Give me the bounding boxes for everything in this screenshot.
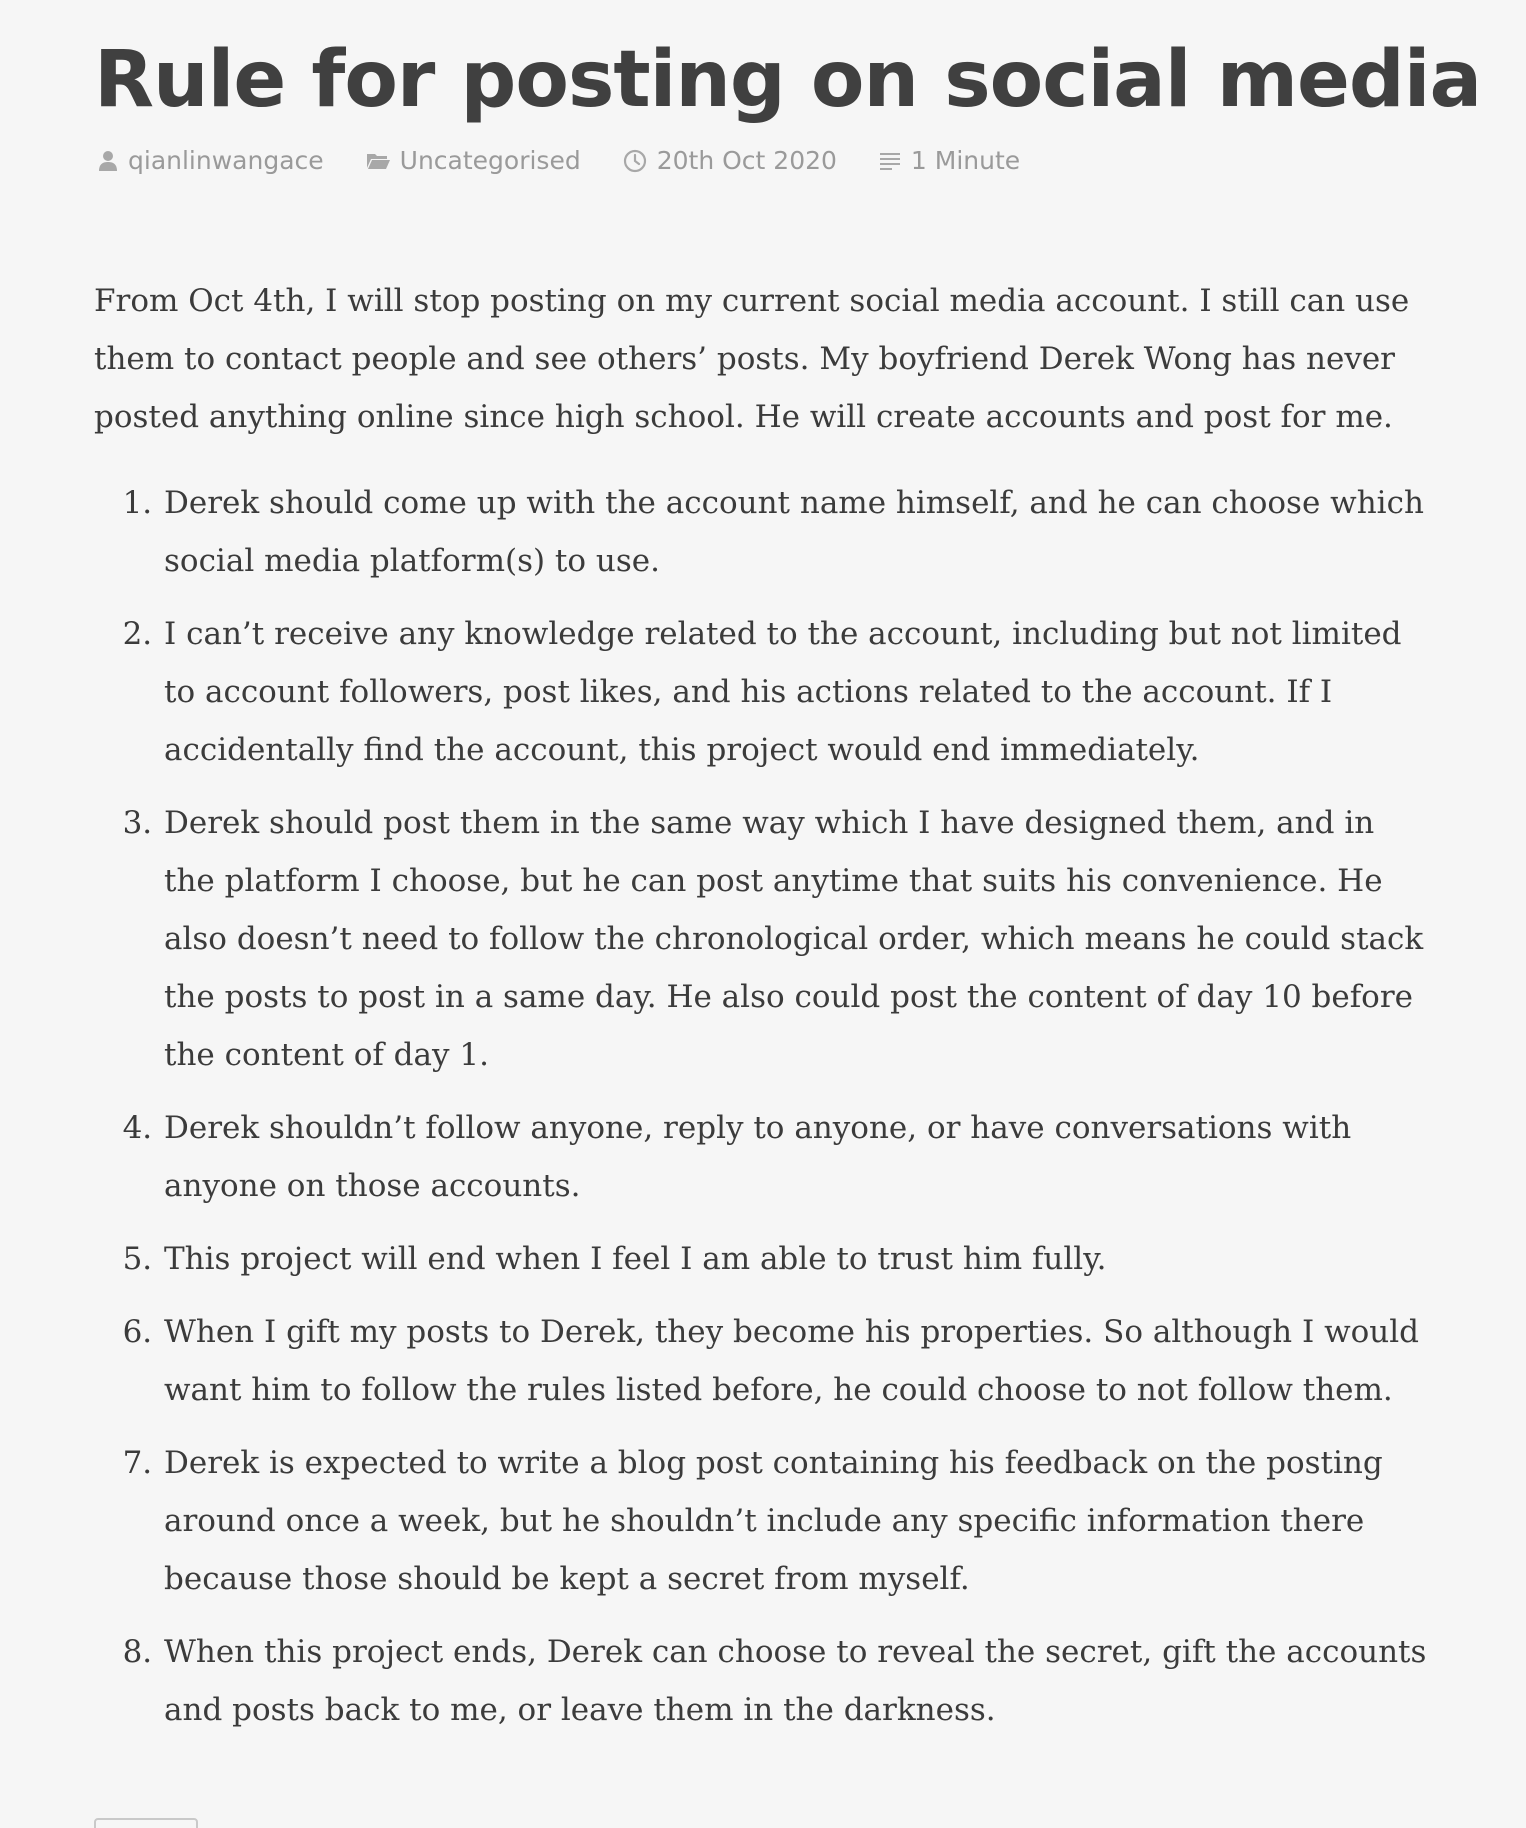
rules-list (94, 474, 1434, 1739)
post-meta (98, 146, 1062, 175)
list-item: 8. When this project ends, Derek can choose to reveal the secret, gift the accounts and posts back to me, or leave them in the darkness. (162, 1623, 1434, 1739)
post-content (94, 272, 1434, 1754)
date-link[interactable] (623, 146, 837, 175)
clock-icon (623, 149, 647, 173)
list-item: 1. Derek should come up with the account name himself, and he can choose which social media platform(s) to use. (162, 474, 1434, 590)
list-item: 2. I can’t receive any knowledge related to the account, including but not limited to account followers, post likes, and his actions related to the account. If I accidentally find the account, this project would end immediately. (162, 605, 1434, 779)
list-item: 3. Derek should post them in the same way which I have designed them, and in the platform I choose, but he can post anytime that suits his convenience. He also doesn’t need to follow the chronological order, which means he could stack the posts to post in a same day. He also could post the content of day 10 before the content of day 1. (162, 794, 1434, 1084)
footer-button-partial[interactable] (94, 1818, 198, 1828)
author-name: qianlinwangace (128, 146, 324, 175)
list-item: 4. Derek shouldn’t follow anyone, reply to anyone, or have conversations with anyone on those accounts. (162, 1099, 1434, 1215)
list-item: 5. This project will end when I feel I am able to trust him fully. (162, 1230, 1434, 1288)
lines-icon (879, 151, 901, 171)
reading-time (879, 146, 1020, 175)
category-name: Uncategorised (399, 146, 581, 175)
user-icon (98, 150, 118, 172)
list-item: 6. When I gift my posts to Derek, they become his properties. So although I would want him to follow the rules listed before, he could choose to not follow them. (162, 1303, 1434, 1419)
post-title: Rule for posting on social media (94, 35, 1482, 125)
intro-paragraph: From Oct 4th, I will stop posting on my current social media account. I still can use them to contact people and see others’ posts. My boyfriend Derek Wong has never posted anything online since high school. He will create accounts and post for me. (94, 283, 1410, 435)
folder-icon (366, 151, 390, 171)
reading-time-label: 1 Minute (910, 146, 1021, 175)
author-link[interactable] (98, 146, 324, 175)
category-link[interactable] (366, 146, 581, 175)
post-date: 20th Oct 2020 (656, 146, 837, 175)
list-item: 7. Derek is expected to write a blog post containing his feedback on the posting around once a week, but he shouldn’t include any specific information there because those should be kept a secret from myself. (162, 1434, 1434, 1608)
